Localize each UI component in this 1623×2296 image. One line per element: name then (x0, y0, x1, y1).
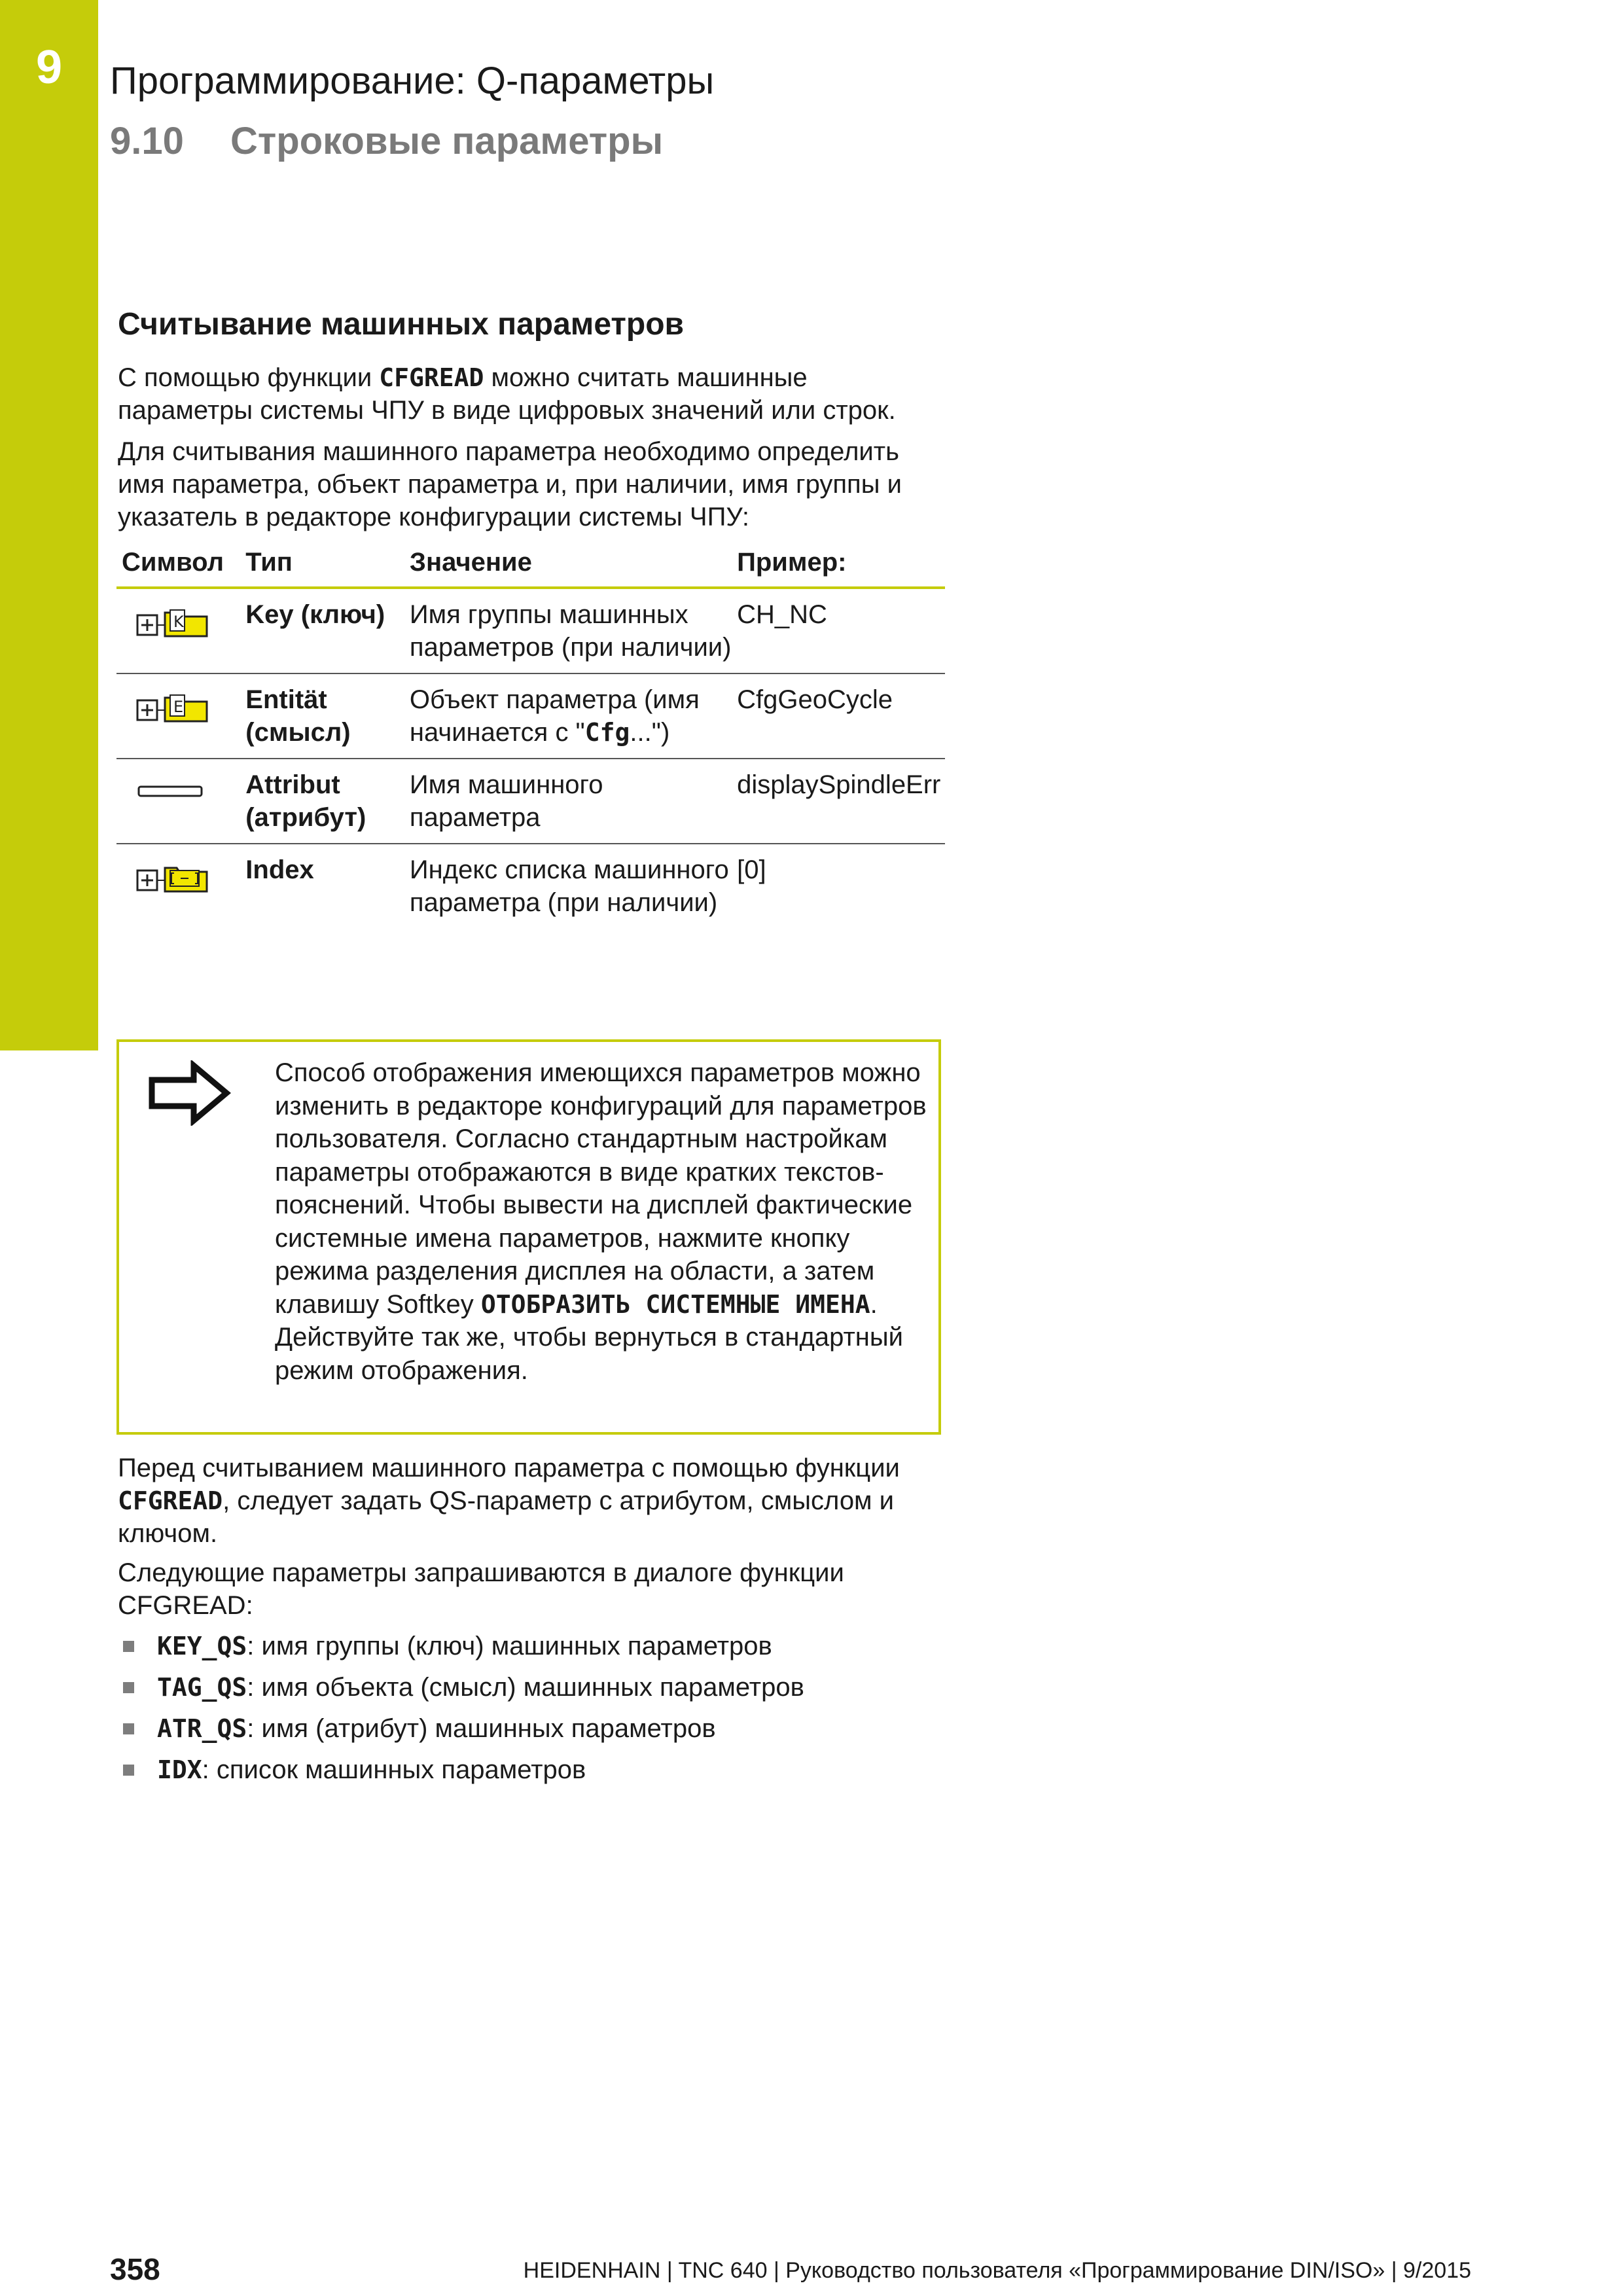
code-cfg: Cfg (584, 718, 630, 747)
section-title: Строковые параметры (230, 120, 664, 162)
list-item: TAG_QS: имя объекта (смысл) машинных параметров (118, 1671, 804, 1712)
before-reading-paragraph: Перед считыванием машинного параметра с помощью функции CFGREAD, следует задать QS-параметр с атрибутом, смыслом и ключом. (118, 1454, 900, 1548)
header-type: Тип (245, 546, 410, 588)
row-example: CfgGeoCycle (737, 673, 945, 759)
chapter-title: Программирование: Q-параметры (110, 60, 715, 102)
code-cfgread: CFGREAD (118, 1486, 223, 1515)
note-box (116, 1039, 941, 1435)
table-header-row (116, 546, 945, 588)
page-number: 358 (110, 2252, 160, 2286)
header-meaning: Значение (410, 546, 737, 588)
intro-paragraph: С помощью функции CFGREAD можно считать машинные параметры системы ЧПУ в виде цифровых значений или строк. (118, 363, 896, 425)
entity-folder-icon (136, 691, 209, 725)
right-arrow-icon (148, 1060, 233, 1126)
section-heading: Считывание машинных параметров (118, 307, 685, 342)
row-example: [0] (737, 855, 766, 884)
section-number: 9.10 (110, 120, 184, 162)
parameter-list (118, 1630, 804, 1795)
footer-text: HEIDENHAIN | TNC 640 | Руководство пользователя «Программирование DIN/ISO» | 9/2015 (523, 2258, 1471, 2283)
table-row (116, 759, 945, 844)
index-folder-icon (136, 861, 209, 895)
table-row (116, 673, 945, 759)
list-item: IDX: список машинных параметров (118, 1753, 804, 1795)
table-row (116, 844, 945, 928)
list-item: ATR_QS: имя (атрибут) машинных параметров (118, 1712, 804, 1753)
row-type: Entität (смысл) (245, 673, 410, 759)
row-meaning: Имя группы машинных параметров (при наличии) (410, 588, 737, 673)
row-meaning: Объект параметра (имя начинается с "Cfg...") (410, 673, 737, 759)
row-example: displaySpindleErr (737, 759, 945, 844)
table-row (116, 588, 945, 673)
row-meaning: Индекс списка машинного параметра (при наличии) (409, 855, 729, 917)
chapter-number: 9 (35, 41, 63, 94)
softkey-label: ОТОБРАЗИТЬ СИСТЕМНЫЕ ИМЕНА (480, 1289, 870, 1319)
row-type: Key (ключ) (245, 588, 410, 673)
row-type: Attribut (атрибут) (245, 759, 410, 844)
parameter-table (116, 546, 945, 928)
row-example: CH_NC (737, 588, 945, 673)
header-symbol: Символ (116, 546, 245, 588)
svg-text:K: K (173, 613, 184, 631)
note-text: Способ отображения имеющихся параметров можно изменить в редакторе конфигураций для параметров пользователя. Согласно стандартным настройкам параметры отображаются в виде кратких текстов-пояснений. Чтобы вывести на дисплей фактические системные имена параметров, нажмите кнопку режима разделения дисплея на области, а затем клавишу Softkey ОТОБРАЗИТЬ СИСТЕМНЫЕ ИМЕНА. Действуйте так же, чтобы вернуться в стандартный режим отображения. (275, 1058, 927, 1385)
row-meaning: Имя машинного параметра (410, 759, 737, 844)
definition-paragraph: Для считывания машинного параметра необходимо определить имя параметра, объект параметра и, при наличии, имя группы и указатель в редакторе конфигурации системы ЧПУ: (118, 437, 902, 531)
header-example: Пример: (737, 546, 945, 588)
key-folder-icon (136, 606, 209, 640)
code-cfgread: CFGREAD (379, 363, 484, 392)
attribute-field-icon (136, 776, 209, 802)
dialog-paragraph: Следующие параметры запрашиваются в диалоге функции CFGREAD: (118, 1558, 844, 1620)
chapter-tab (0, 0, 98, 1050)
row-type: Index (245, 855, 314, 884)
svg-text:E: E (173, 698, 184, 716)
list-item: KEY_QS: имя группы (ключ) машинных параметров (118, 1630, 804, 1671)
